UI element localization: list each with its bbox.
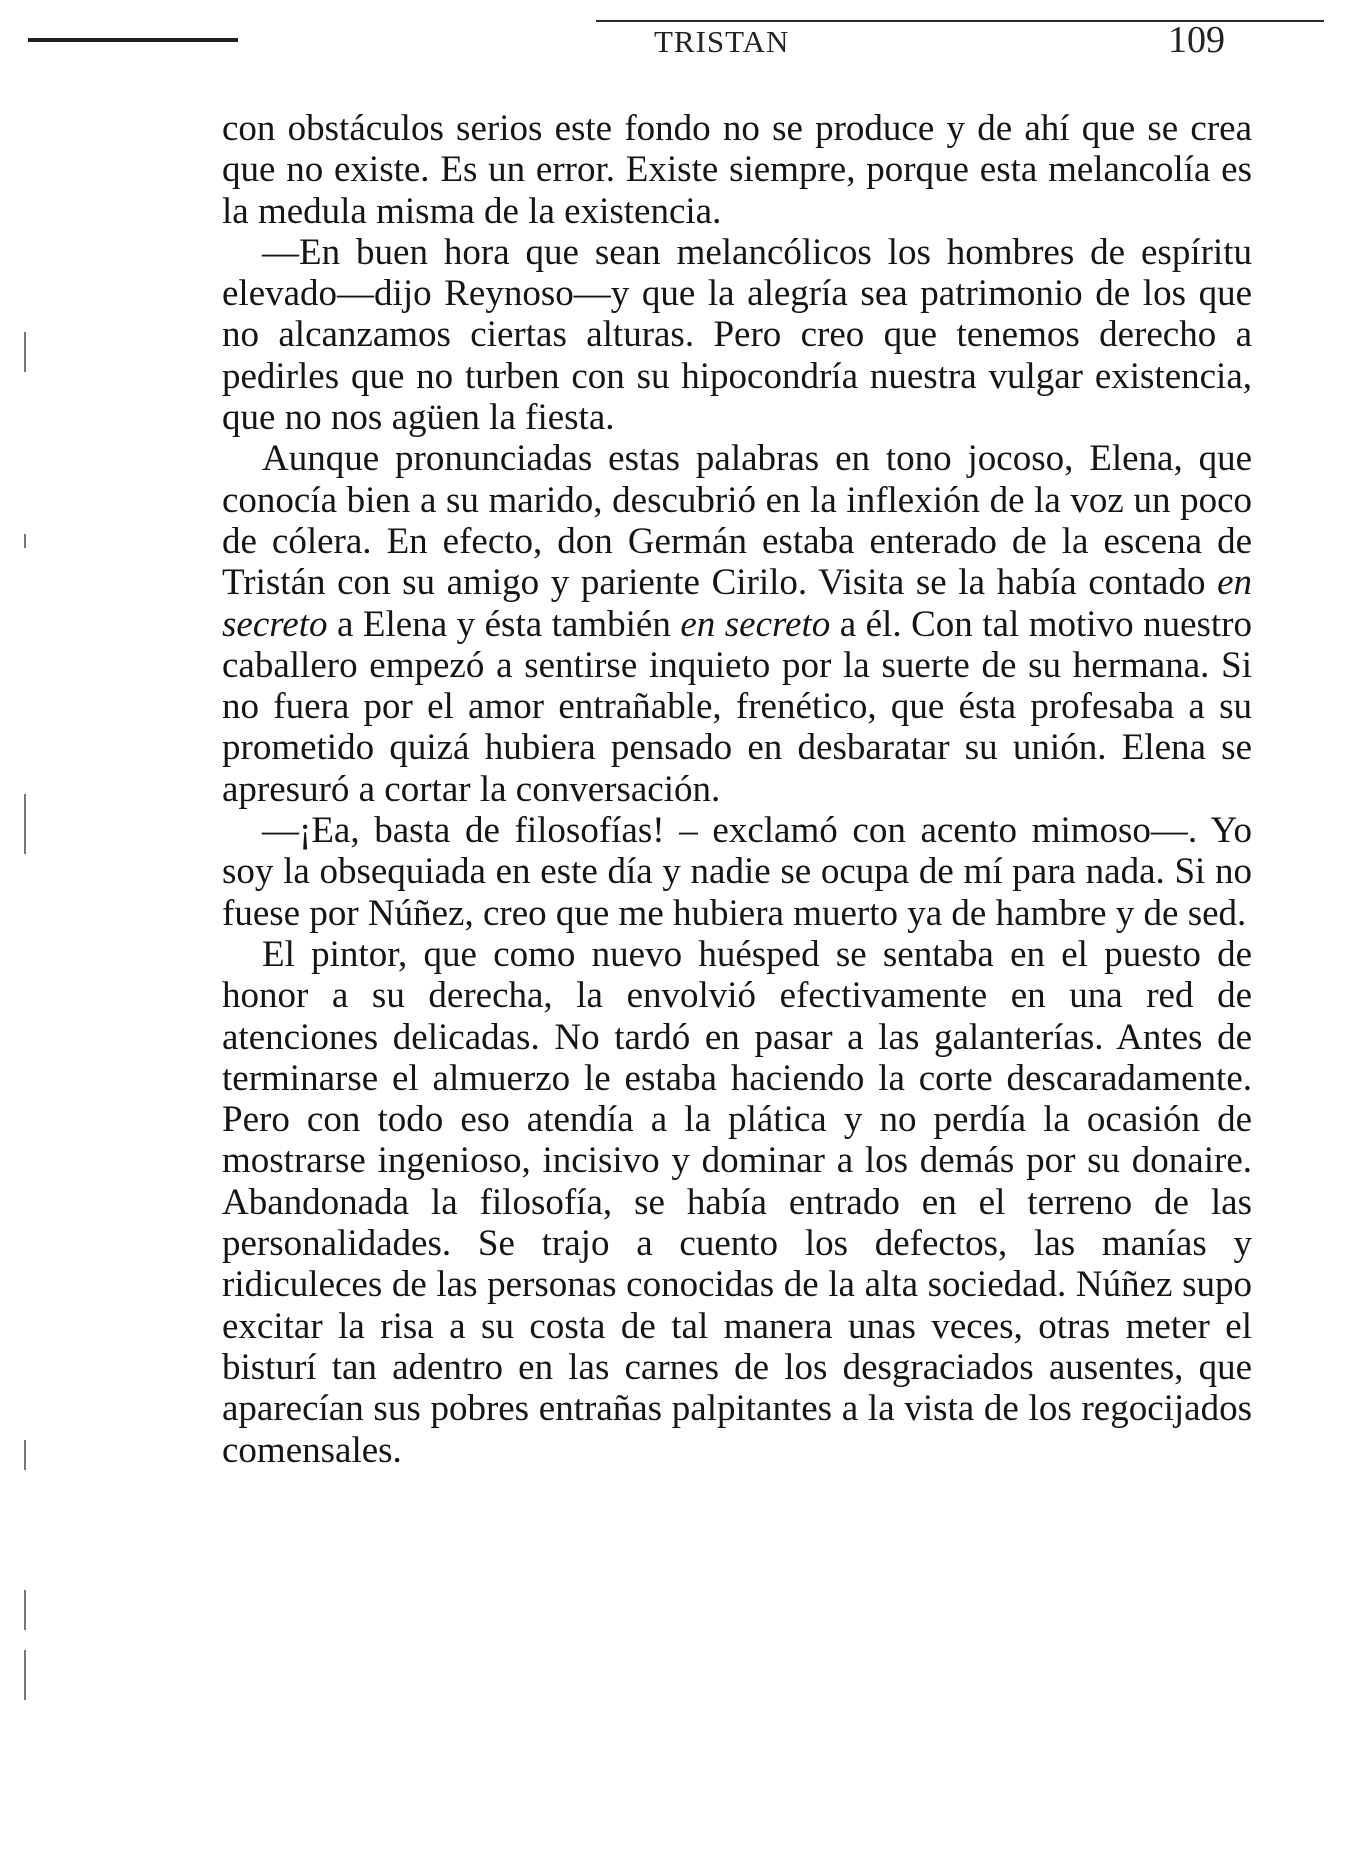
paragraph-text: a él. Con tal motivo nuestro caballero empezó a sentirse inquieto por la suerte de su hermana. Si no fuera por el amor entrañable, frenético, que ésta profesaba a su prometido quizá hubiera pensado en desbaratar su unión. Elena se apresuró a cortar la conversación. [222,603,1252,810]
paragraph-text: —En buen hora que sean melancólicos los hombres de espíritu elevado—dijo Reynoso—y que la alegría sea patrimonio de los que no alcanzamos ciertas alturas. Pero creo que tenemos derecho a pedirles que no turben con su hipocondría nuestra vulgar existencia, que no nos agüen la fiesta. [222,231,1252,439]
paragraph-text: Aunque pronunciadas estas palabras en tono jocoso, Elena, que conocía bien a su marido, descubrió en la inflexión de la voz un poco de cólera. En efecto, don Germán estaba enterado de la escena de Tristán con su amigo y pariente Cirilo. Visita se la había contado [222,438,1252,604]
paragraph-text: con obstáculos serios este fondo no se produce y de ahí que se crea que no existe. Es un error. Existe siempre, porque esta melancolía es la medula misma de la existencia. [222,108,1252,232]
paragraph-5 [222,934,1252,1471]
margin-speck [24,332,26,372]
margin-speck [24,794,26,854]
margin-speck [24,1440,26,1470]
margin-speck [24,1590,26,1630]
running-header [0,18,1368,64]
paragraph-text: —¡Ea, basta de filosofías! – exclamó con acento mimoso—. Yo soy la obsequiada en este día y nadie se ocupa de mí para nada. Si no fuese por Núñez, creo que me hubiera muerto ya de hambre y de sed. [222,810,1252,934]
paragraph-3 [222,438,1252,810]
body-text [222,108,1252,1471]
margin-speck [24,534,26,548]
paragraph-2 [222,232,1252,438]
margin-speck [24,1650,26,1700]
paragraph-1 [222,108,1252,232]
italic-phrase: en secreto [222,562,1252,645]
paragraph-text: a Elena y ésta también [327,603,681,645]
page-number: 109 [1168,19,1225,61]
italic-phrase: en secreto [680,603,831,645]
running-title: TRISTAN [654,24,790,59]
paragraph-4 [222,810,1252,934]
left-margin-marks [0,0,60,1876]
paragraph-text: El pintor, que como nuevo huésped se sentaba en el puesto de honor a su derecha, la envolvió efectivamente en una red de atenciones delicadas. No tardó en pasar a las galanterías. Antes de terminarse el almuerzo le estaba haciendo la corte descaradamente. Pero con todo eso atendía a la plática y no perdía la ocasión de mostrarse ingenioso, incisivo y dominar a los demás por su donaire. Abandonada la filosofía, se había entrado en el terreno de las personalidades. Se trajo a cuento los defectos, las manías y ridiculeces de las personas conocidas de la alta sociedad. Núñez supo excitar la risa a su costa de tal manera unas veces, otras meter el bisturí tan adentro en las carnes de los desgraciados ausentes, que aparecían sus pobres entrañas palpitantes a la vista de los regocijados comensales. [222,933,1252,1471]
